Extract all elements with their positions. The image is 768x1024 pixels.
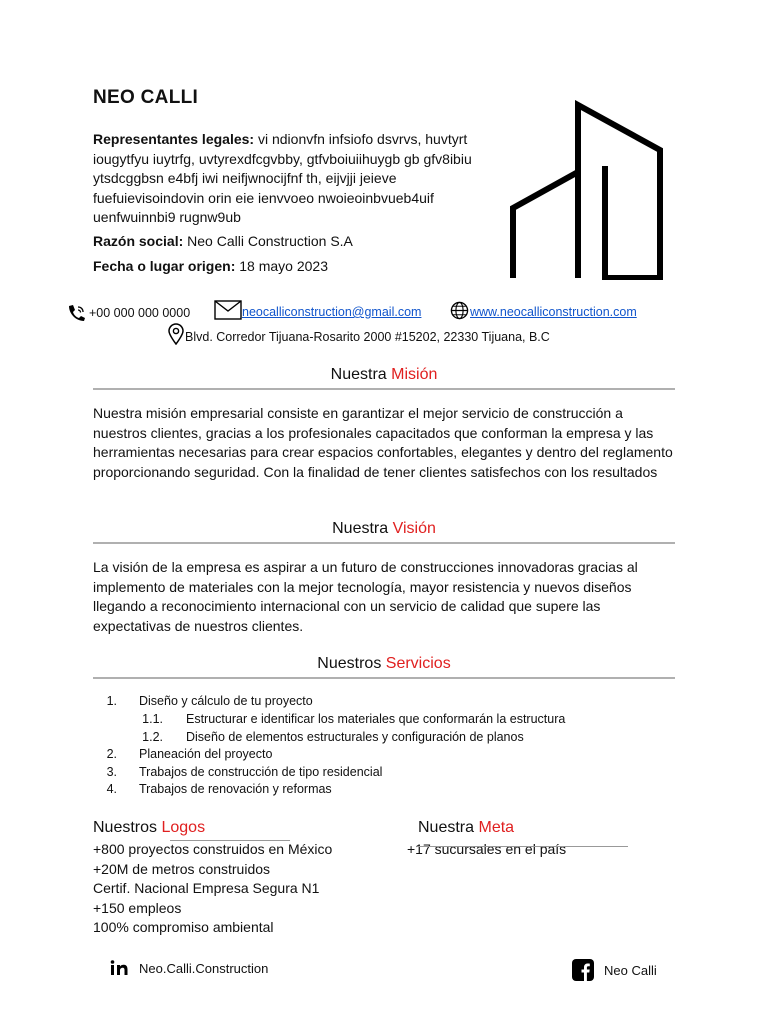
list-item-text: Planeación del proyecto [139,747,273,761]
list-item: 100% compromiso ambiental [93,919,274,935]
list-item-number: 1. [106,694,117,708]
globe-icon [450,301,469,320]
razon-social-label: Razón social: [93,233,184,249]
mision-title-accent: Misión [391,366,438,383]
mision-title-prefix: Nuestra [330,366,387,383]
phone-icon [66,304,86,322]
vision-divider [93,542,675,544]
servicios-title-prefix: Nuestros [317,655,382,672]
razon-social-value: Neo Calli Construction S.A [187,233,353,249]
linkedin-link[interactable] [110,960,268,976]
razon-social-line [93,233,353,249]
achievements-list [93,840,332,938]
mision-title [93,366,675,384]
list-item: +800 proyectos construidos en México [93,841,333,857]
logros-title-accent: Logos [161,819,206,836]
servicios-divider [93,677,675,679]
facebook-link[interactable] [572,959,657,981]
list-item: Certif. Nacional Empresa Segura N1 [93,880,320,896]
vision-title-prefix: Nuestra [332,520,389,537]
facebook-icon [572,959,594,981]
meta-title [418,819,514,837]
list-item-number: 3. [106,765,117,779]
address-text: Blvd. Corredor Tijuana-Rosarito 2000 #15202, 22330 Tijuana, B.C [185,330,550,344]
fecha-value: 18 mayo 2023 [239,258,328,274]
list-item: +20M de metros construidos [93,860,271,877]
website-link[interactable]: www.neocalliconstruction.com [470,305,637,319]
servicios-title [93,655,675,673]
meta-title-accent: Meta [478,819,515,836]
services-list [93,694,675,804]
facebook-handle: Neo Calli [604,962,657,978]
servicios-title-accent: Servicios [385,655,451,672]
logros-title-prefix: Nuestros [93,819,158,836]
logros-title [93,819,205,837]
meta-underline [418,846,628,847]
list-item-number: 2. [106,747,117,761]
location-pin-icon [167,323,185,345]
list-item-number: 1.1. [142,712,163,726]
representatives-value: vi ndionvfn infsiofo dsvrvs, huvtyrt iougytfyu iuytrfg, uvtyrexdfcgvbby, gtfvboiuiihuygb gb gfv8ibiu ytsdcggbsn e4bfj iwi neifjwnocijfnf th, eijvjji jeieve fuefuievisoindovin orin eie ienvvoeo nwoieoinbvueb4uif uenfwuinnbi9 rugnw9ub [93,131,472,225]
address-contact [167,323,550,345]
list-item-text: Diseño y cálculo de tu proyecto [139,694,313,708]
meta-title-prefix: Nuestra [418,819,475,836]
phone-contact[interactable] [66,304,190,322]
list-item-text: Estructurar e identificar los materiales que conformarán la estructura [186,712,566,726]
representatives-label: Representantes legales: [93,131,255,147]
mail-icon [214,300,242,320]
representatives-block [93,130,493,228]
mision-divider [93,388,675,390]
fecha-line [93,258,328,274]
phone-number: +00 000 000 0000 [89,306,191,320]
list-item: +150 empleos [93,899,182,916]
building-logo [508,100,664,280]
linkedin-icon [110,960,130,976]
company-name: NEO CALLI [93,87,199,108]
vision-title-accent: Visión [392,520,436,537]
vision-title [93,520,675,538]
website-contact[interactable] [450,301,637,320]
vision-text: La visión de la empresa es aspirar a un futuro de construcciones innovadoras gracias al implemento de materiales con la mejor tecnología, mayor resistencia y nuevos diseños llegando a reconocimiento internacional con un servicio de calidad que supere las expectativas de nuestros clientes. [93,559,638,634]
list-item-number: 4. [106,782,117,796]
fecha-label: Fecha o lugar origen: [93,258,236,274]
list-item-text: Trabajos de renovación y reformas [139,782,332,796]
list-item-number: 1.2. [142,730,163,744]
mision-text: Nuestra misión empresarial consiste en garantizar el mejor servicio de construcción a nuestros clientes, gracias a los profesionales capacitados que conforman la empresa y las herramientas necesarias para crear espacios confortables, elegantes y dentro del reglamento proporcionando seguridad. Con la finalidad de tener clientes satisfechos con los resultados [93,405,673,480]
email-link[interactable]: neocalliconstruction@gmail.com [242,305,422,319]
list-item-text: Diseño de elementos estructurales y configuración de planos [186,730,524,744]
email-contact[interactable] [214,300,421,320]
meta-text: +17 sucursales en el país [407,841,567,857]
list-item-text: Trabajos de construcción de tipo residencial [139,765,383,779]
linkedin-handle: Neo.Calli.Construction [139,960,269,976]
